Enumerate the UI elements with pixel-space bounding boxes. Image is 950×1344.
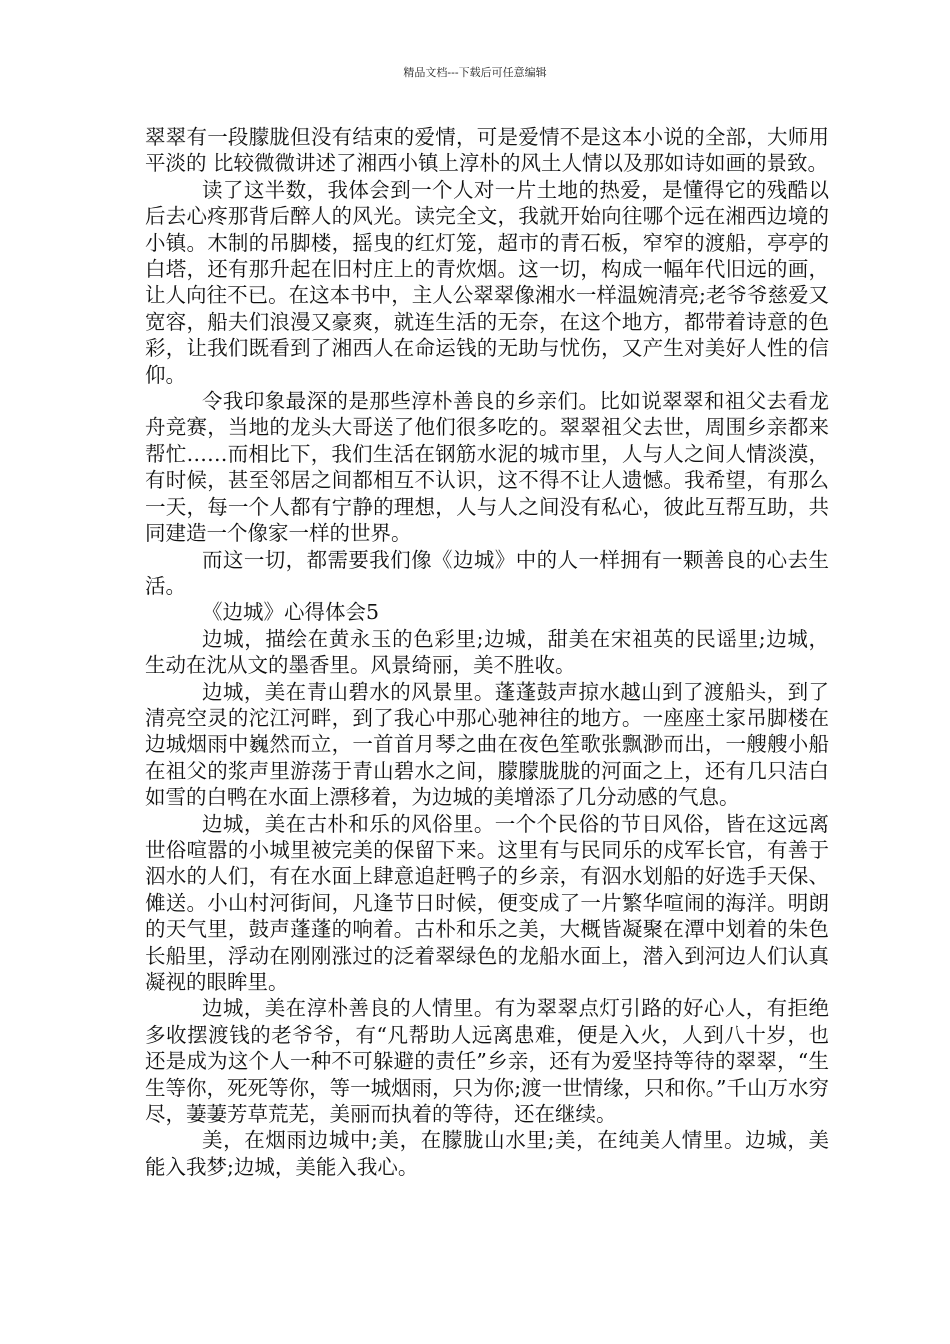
page-header-watermark: 精品文档---下载后可任意编辑 <box>403 66 547 79</box>
section-heading: 《边城》心得体会5 <box>202 600 380 625</box>
paragraph: 令我印象最深的是那些淳朴善良的乡亲们。比如说翠翠和祖父去看龙舟竞赛，当地的龙头大哥送了他们很多吃的。翠翠祖父去世，周围乡亲都来帮忙……而相比下，我们生活在钢筋水泥的城市里，人与人之间人情淡漠，有时候，甚至邻居之间都相互不认识，这不得不让人遗憾。我希望，有那么一天，每一个人都有宁静的理想，人与人之间没有私心，彼此互帮互助，共同建造一个像家一样的世界。 <box>145 389 829 546</box>
document-body <box>145 124 829 1180</box>
paragraph: 边城，美在古朴和乐的风俗里。一个个民俗的节日风俗，皆在这远离世俗喧嚣的小城里被完美的保留下来。这里有与民同乐的戍军长官，有善于泅水的人们，有在水面上肆意追赶鸭子的乡亲，有泅水划船的好选手天保、傩送。小山村河街间，凡逢节日时候，便变成了一片繁华喧闹的海洋。明朗的天气里，鼓声蓬蓬的响着。古朴和乐之美，大概皆凝聚在潭中划着的朱色长船里，浮动在刚刚涨过的泛着翠绿色的龙船水面上，潜入到河边人们认真凝视的眼眸里。 <box>145 811 829 994</box>
paragraph: 而这一切，都需要我们像《边城》中的人一样拥有一颗善良的心去生活。 <box>145 547 829 598</box>
paragraph: 翠翠有一段朦胧但没有结束的爱情，可是爱情不是这本小说的全部，大师用平淡的 比较微微讲述了湘西小镇上淳朴的风土人情以及那如诗如画的景致。 <box>145 125 829 176</box>
paragraph: 边城，美在淳朴善良的人情里。有为翠翠点灯引路的好心人，有拒绝多收摆渡钱的老爷爷，有“凡帮助人远离患难，便是入火，人到八十岁，也还是成为这个人一种不可躲避的责任”乡亲，还有为爱坚持等待的翠翠，“生生等你，死死等你，等一城烟雨，只为你;渡一世情缘，只和你。”千山万水穷尽，萋萋芳草荒芜，美丽而执着的等待，还在继续。 <box>145 996 829 1127</box>
paragraph: 边城，描绘在黄永玉的色彩里;边城，甜美在宋祖英的民谣里;边城，生动在沈从文的墨香里。风景绮丽，美不胜收。 <box>145 626 829 678</box>
paragraph: 边城，美在青山碧水的风景里。蓬蓬鼓声掠水越山到了渡船头，到了清亮空灵的沱江河畔，到了我心中那心驰神往的地方。一座座土家吊脚楼在边城烟雨中巍然而立，一首首月琴之曲在夜色笙歌张飘渺而出，一艘艘小船在祖父的浆声里游荡于青山碧水之间，朦朦胧胧的河面之上，还有几只洁白如雪的白鸭在水面上漂移着，为边城的美增添了几分动感的气息。 <box>145 679 829 810</box>
paragraph: 读了这半数，我体会到一个人对一片土地的热爱，是懂得它的残酷以后去心疼那背后醉人的风光。读完全文，我就开始向往哪个远在湘西边境的小镇。木制的吊脚楼，摇曳的红灯笼，超市的青石板，窄窄的渡船，亭亭的白塔，还有那升起在旧村庄上的青炊烟。这一切，构成一幅年代旧远的画，让人向往不已。在这本书中，主人公翠翠像湘水一样温婉清亮;老爷爷慈爱又宽容，船夫们浪漫又豪爽，就连生活的无奈，在这个地方，都带着诗意的色彩，让我们既看到了湘西人在命运钱的无助与忧伤，又产生对美好人性的信仰。 <box>145 177 829 387</box>
paragraph: 美，在烟雨边城中;美，在朦胧山水里;美，在纯美人情里。边城，美能入我梦;边城，美能入我心。 <box>145 1128 829 1179</box>
